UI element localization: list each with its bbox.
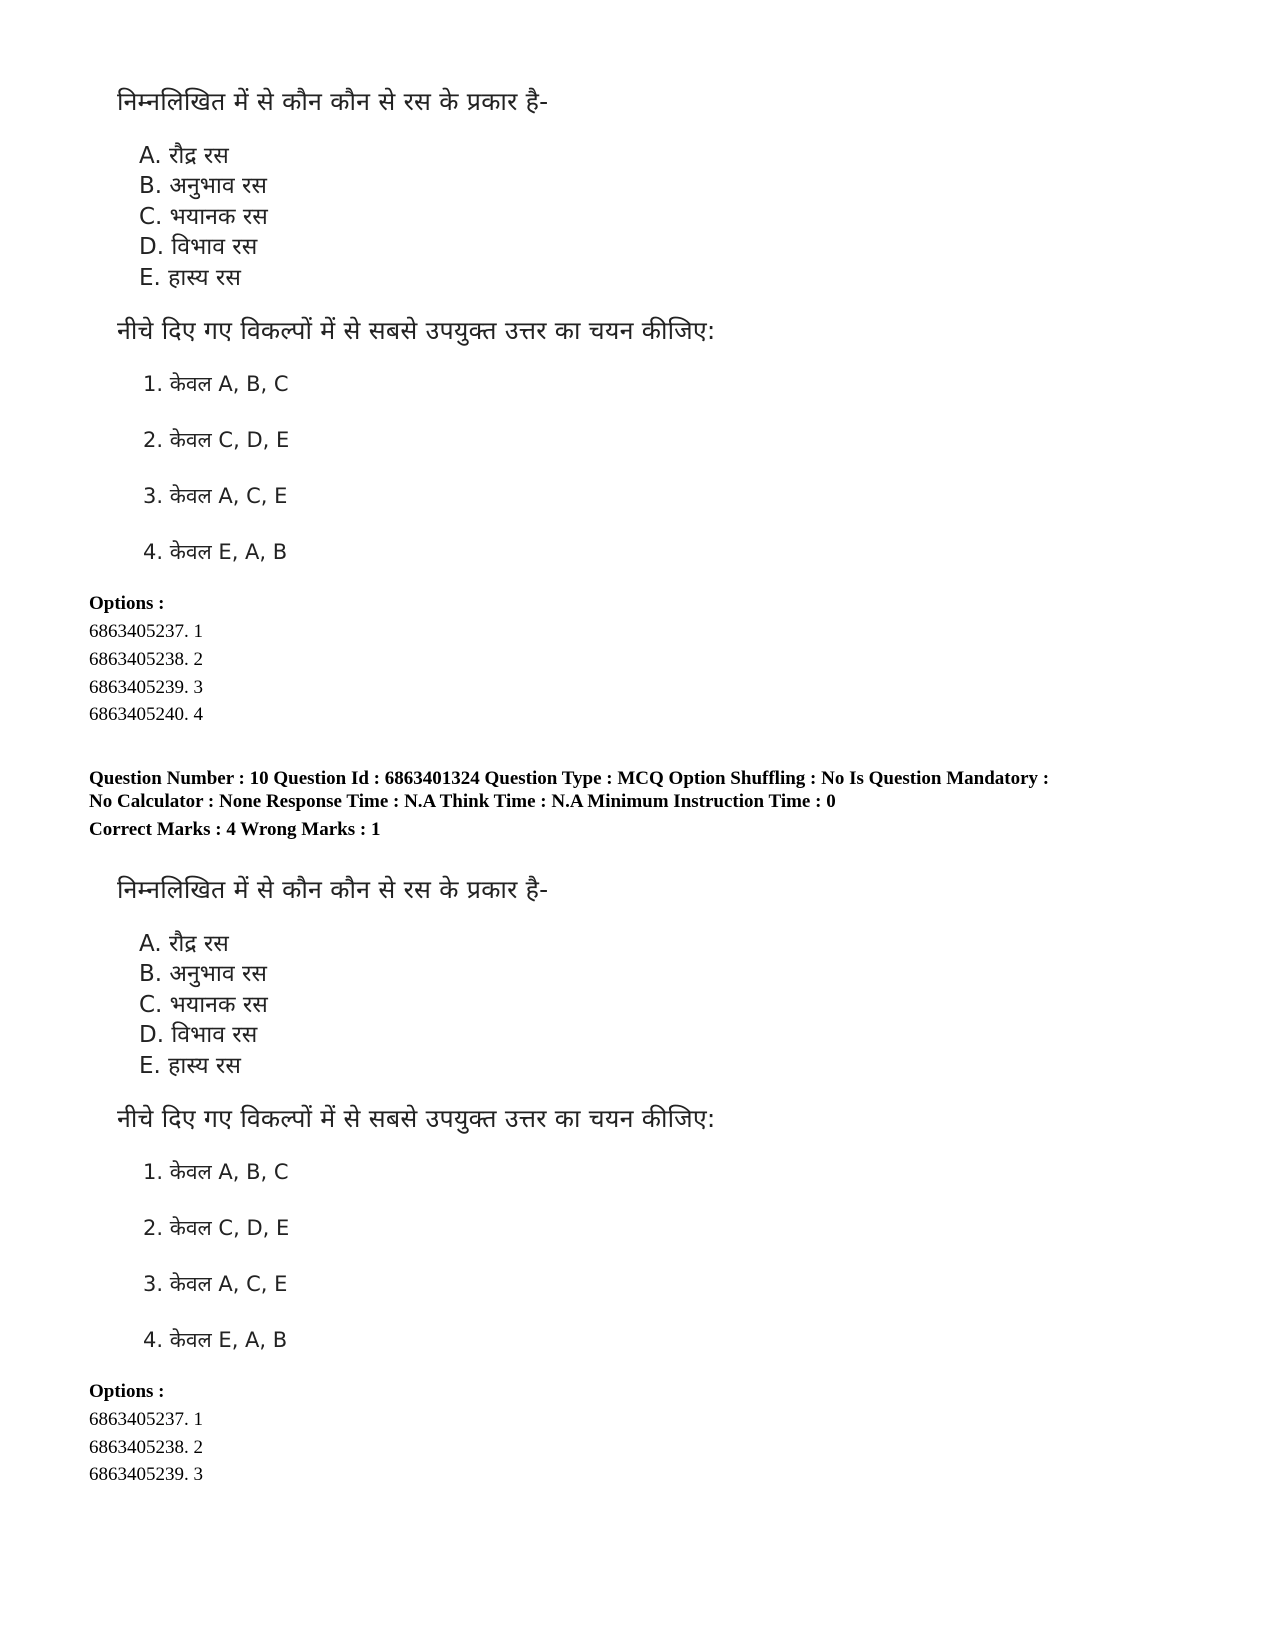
option-id-3: 6863405239. 3 [89, 1464, 203, 1485]
question-meta-line-2: No Calculator : None Response Time : N.A Think Time : N.A Minimum Instruction Time : 0 [89, 791, 836, 812]
options-label: Options : [89, 593, 165, 614]
statement-c: C. भयानक रस [139, 204, 268, 230]
statement-a: A. रौद्र रस [139, 143, 229, 169]
option-id-2: 6863405238. 2 [89, 649, 203, 670]
choice-1: 1. केवल A, B, C [143, 372, 289, 396]
statement-e: E. हास्य रस [139, 1053, 241, 1079]
options-label: Options : [89, 1381, 165, 1402]
option-id-4: 6863405240. 4 [89, 704, 203, 725]
choice-2: 2. केवल C, D, E [143, 1216, 290, 1240]
option-id-2: 6863405238. 2 [89, 1437, 203, 1458]
statement-a: A. रौद्र रस [139, 931, 229, 957]
choice-3: 3. केवल A, C, E [143, 1272, 288, 1296]
option-id-3: 6863405239. 3 [89, 677, 203, 698]
question-text: निम्नलिखित में से कौन कौन से रस के प्रकार है- [117, 87, 549, 116]
statement-b: B. अनुभाव रस [139, 961, 267, 987]
option-id-1: 6863405237. 1 [89, 621, 203, 642]
instruction-text: नीचे दिए गए विकल्पों में से सबसे उपयुक्त उत्तर का चयन कीजिए: [117, 316, 716, 345]
choice-1: 1. केवल A, B, C [143, 1160, 289, 1184]
statement-d: D. विभाव रस [139, 1022, 258, 1048]
choice-3: 3. केवल A, C, E [143, 484, 288, 508]
choice-2: 2. केवल C, D, E [143, 428, 290, 452]
option-id-1: 6863405237. 1 [89, 1409, 203, 1430]
question-marks: Correct Marks : 4 Wrong Marks : 1 [89, 819, 381, 840]
question-meta-line-1: Question Number : 10 Question Id : 6863401324 Question Type : MCQ Option Shuffling : No Is Question Mandatory : [89, 768, 1050, 789]
choice-4: 4. केवल E, A, B [143, 540, 288, 564]
instruction-text: नीचे दिए गए विकल्पों में से सबसे उपयुक्त उत्तर का चयन कीजिए: [117, 1104, 716, 1133]
question-text: निम्नलिखित में से कौन कौन से रस के प्रकार है- [117, 875, 549, 904]
statement-b: B. अनुभाव रस [139, 173, 267, 199]
statement-c: C. भयानक रस [139, 992, 268, 1018]
choice-4: 4. केवल E, A, B [143, 1328, 288, 1352]
statement-e: E. हास्य रस [139, 265, 241, 291]
statement-d: D. विभाव रस [139, 234, 258, 260]
